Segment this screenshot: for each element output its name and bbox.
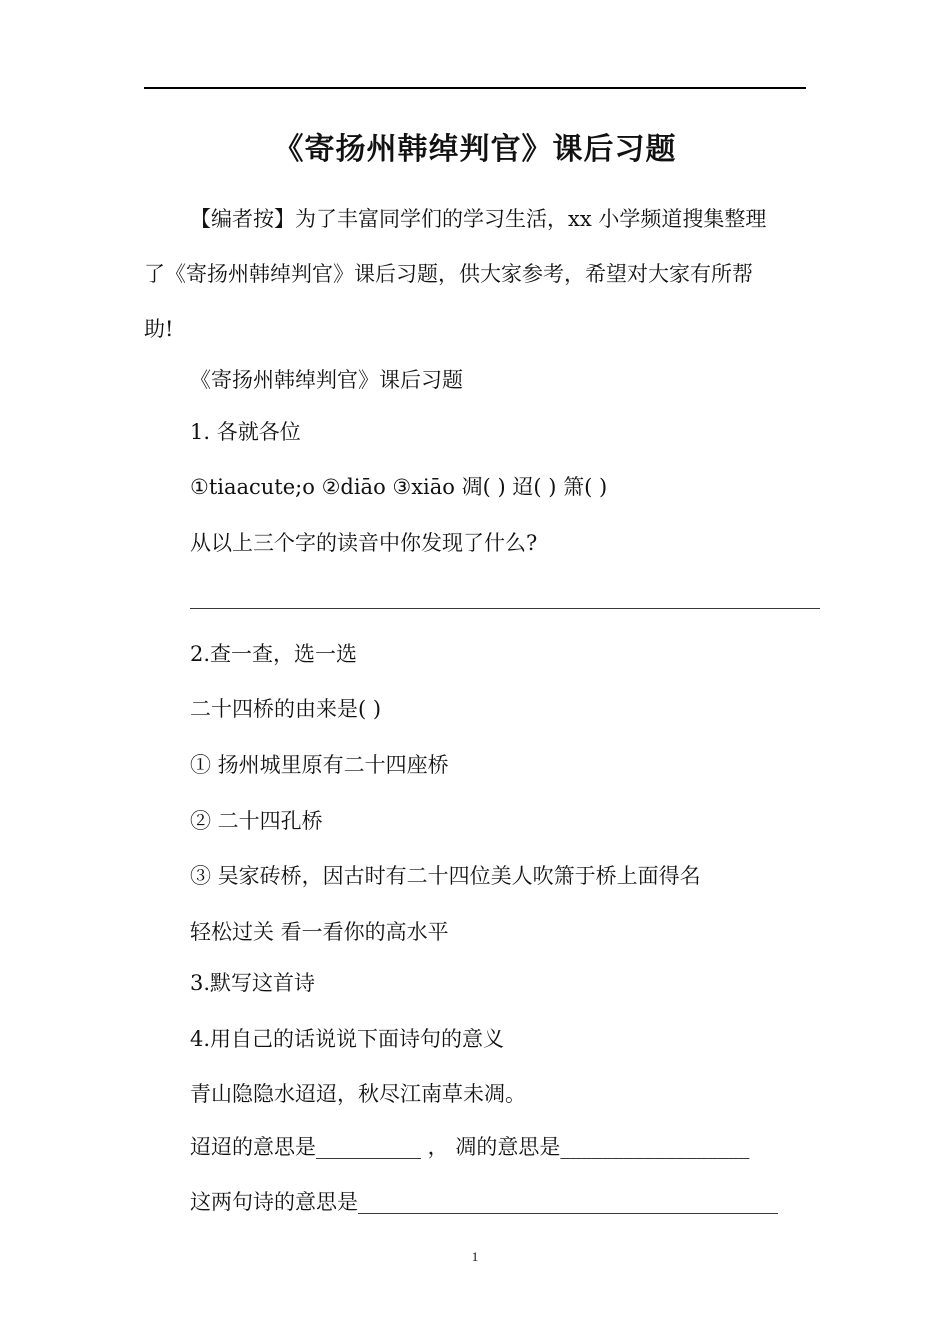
section-banner: 轻松过关 看一看你的高水平 — [190, 920, 449, 944]
section-title: 《寄扬州韩绰判官》课后习题 — [190, 368, 463, 392]
q4-heading: 4.用自己的话说说下面诗句的意义 — [190, 1027, 505, 1051]
q1-answer-line: ____________________________________________________________ — [190, 585, 820, 609]
q4-poem: 青山隐隐水迢迢，秋尽江南草未凋。 — [190, 1082, 526, 1106]
q4-blank-2: 这两句诗的意思是________________________________________ — [190, 1190, 778, 1214]
q1-ask: 从以上三个字的读音中你发现了什么? — [190, 531, 538, 555]
q2-option-2: ② 二十四孔桥 — [190, 809, 323, 833]
document-title: 《寄扬州韩绰判官》课后习题 — [273, 132, 677, 167]
header-rule — [144, 87, 806, 89]
intro-line-2: 了《寄扬州韩绰判官》课后习题，供大家参考，希望对大家有所帮 — [144, 262, 753, 286]
intro-line-1: 【编者按】为了丰富同学们的学习生活，xx 小学频道搜集整理 — [190, 207, 767, 231]
q4-blank-1: 迢迢的意思是__________ ， 凋的意思是__________________ — [190, 1135, 750, 1159]
q3-heading: 3.默写这首诗 — [190, 971, 316, 995]
q1-heading: 1. 各就各位 — [190, 420, 301, 444]
intro-line-3: 助! — [144, 317, 174, 341]
q2-option-3: ③ 吴家砖桥，因古时有二十四位美人吹箫于桥上面得名 — [190, 864, 701, 888]
q2-option-1: ① 扬州城里原有二十四座桥 — [190, 753, 449, 777]
q2-heading: 2.查一查，选一选 — [190, 642, 358, 666]
q2-ask: 二十四桥的由来是( ) — [190, 697, 382, 721]
q1-pinyin: ①tiaacute;o ②diāo ③xiāo 凋( ) 迢( ) 箫( ) — [190, 475, 608, 499]
page-number: 1 — [471, 1249, 479, 1264]
